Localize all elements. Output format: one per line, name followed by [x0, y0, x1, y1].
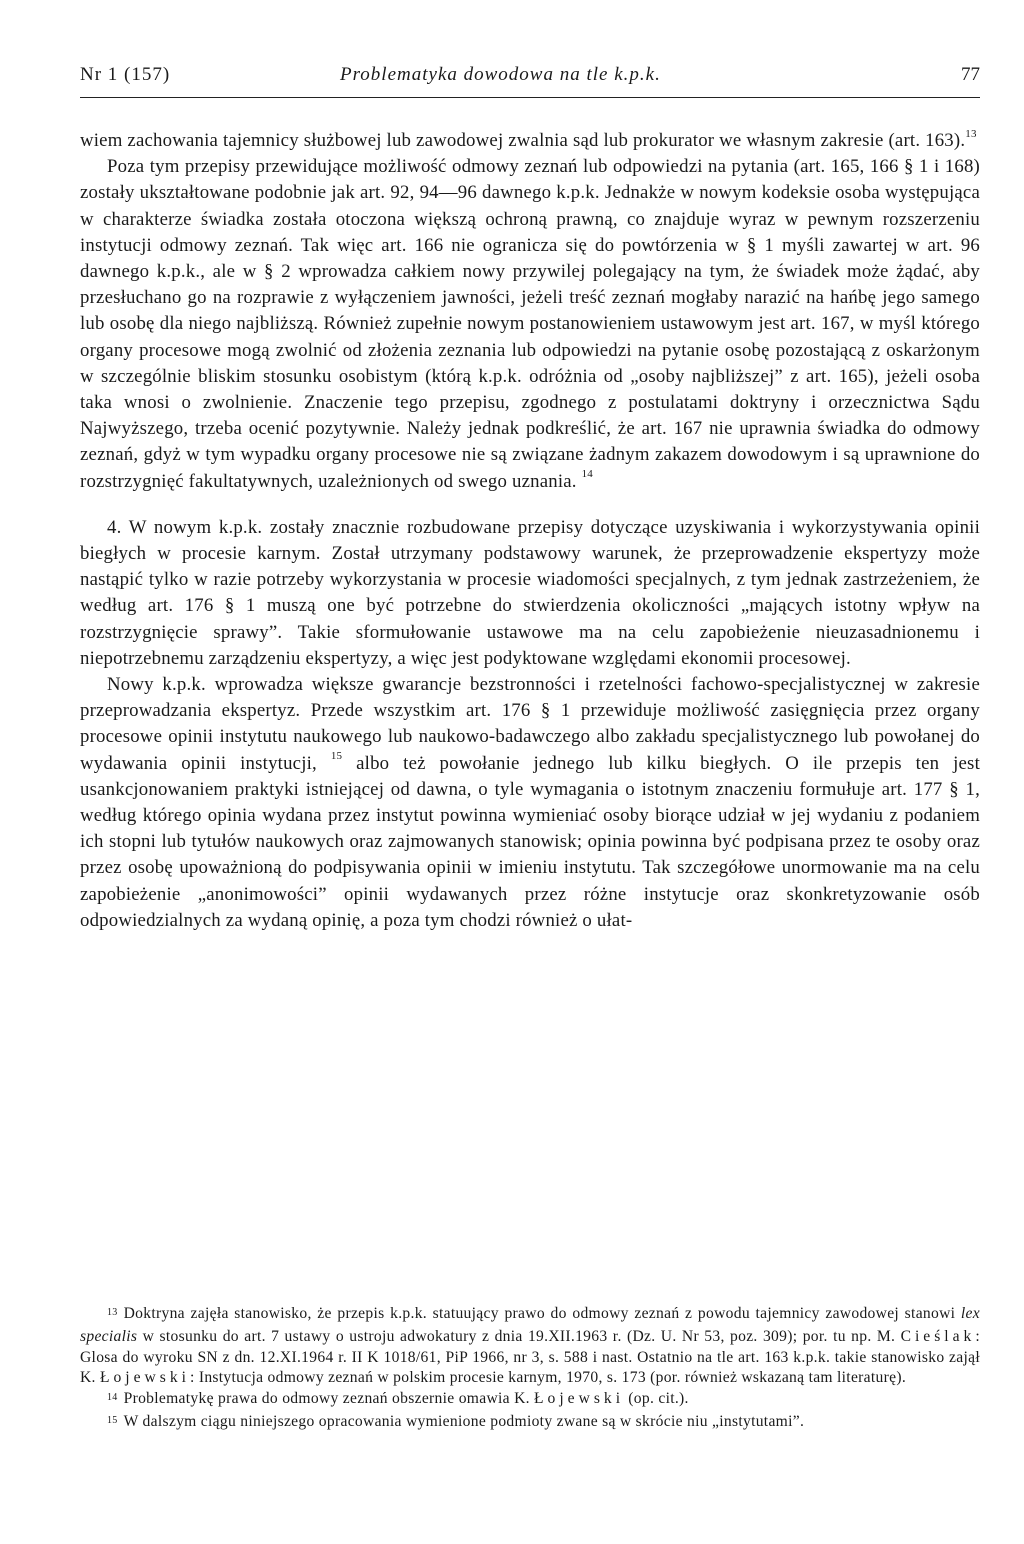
footnote-number: 15	[107, 1414, 118, 1426]
author-name: Cieślak	[900, 1327, 976, 1345]
footnote-ref: 15	[330, 750, 343, 763]
footnotes	[80, 1304, 980, 1435]
page-number: 77	[961, 64, 980, 85]
footnote-15: 15 W dalszym ciągu niniejszego opracowania wymienione podmioty zwane są w skrócie niu „instytutami”.	[107, 1412, 805, 1430]
author-name: Łojewski	[534, 1390, 625, 1408]
header-rule	[80, 97, 980, 98]
footnote-ref: 13	[965, 127, 977, 140]
running-title: Problematyka dowodowa na tle k.p.k.	[340, 64, 661, 85]
issue-number: Nr 1 (157)	[80, 64, 171, 85]
footnote-number: 13	[107, 1307, 118, 1318]
footnote-number: 14	[107, 1392, 118, 1404]
footnote-14: 14 Problematykę prawa do odmowy zeznań obszernie omawia K. Łojewski (op. cit.).	[107, 1390, 689, 1408]
author-name: Łojewski	[99, 1369, 191, 1387]
paragraph: Poza tym przepisy przewidujące możliwość odmowy zeznań lub odpowiedzi na pytania (art. 165, 166 § 1 i 168) zostały ukształtowane podobnie jak art. 92, 94—96 dawnego k.p.k. Jednakże w nowym kodeksie osoba występująca w charakterze świadka została otoczona większą ochroną prawną, co znajduje wyraz w pewnym rozszerzeniu instytucji odmowy zeznań. Tak więc art. 166 nie ogranicza się do powtórzenia w § 1 myśli zawartej w art. 96 dawnego k.p.k., ale w § 2 wprowadza całkiem nowy przywilej polegający na tym, że świadek może żądać, aby przesłuchano go na rozprawie z wyłączeniem jawności, jeżeli treść zeznań mogłaby narazić na hańbę jego samego lub osobę dla niego najbliższą. Również zupełnie nowym postanowieniem ustawowym jest art. 167, w myśl którego organy procesowe mogą zwolnić od złożenia zeznania lub odpowiedzi na pytanie osobę pozostającą z oskarżonym w szczególnie bliskim stosunku osobistym (którą k.p.k. odróżnia od „osoby najbliższej” z art. 165), jeżeli osoba taka wnosi o zwolnienie. Znaczenie tego przepisu, zgodnego z postulatami doktryny i orzecznictwa Sądu Najwyższego, trzeba ocenić pozytywnie. Należy jednak podkreślić, że art. 167 nie uprawnia świadka do odmowy zeznań, gdyż w tym wypadku organy procesowe nie są związane żadnym zakazem dowodowym i są uprawnione do rozstrzygnięć fakultatywnych, uzależnionych od swego uznania. $^{14}$	[80, 156, 980, 492]
running-header	[80, 64, 980, 94]
footnote-13: 13 Doktryna zajęła stanowisko, że przepis k.p.k. statuujący prawo do odmowy zeznań z powodu tajemnicy zawodowej stanowi lex specialis w stosunku do art. 7 ustawy o ustroju adwokatury z dnia 19.XII.1963 r. (Dz. U. Nr 53, poz. 309); por. tu np. M. Cieślak: Glosa do wyroku SN z dn. 12.XI.1964 r. II K 1018/61, PiP 1966, nr 3, s. 588 i nast. Ostatnio na tle art. 163 k.p.k. takie stanowisko zajął K. Łojewski: Instytucja odmowy zeznań w polskim procesie karnym, 1970, s. 173 (por. również wskazaną tam literaturę).	[80, 1305, 980, 1387]
paragraph: 4. W nowym k.p.k. zostały znacznie rozbudowane przepisy dotyczące uzyskiwania i wykorzystywania opinii biegłych w procesie karnym. Został utrzymany podstawowy warunek, że przeprowadzenie ekspertyzy może nastąpić tylko w razie potrzeby wykorzystania w procesie wiadomości specjalnych, z tym jednak zastrzeżeniem, że według art. 176 § 1 muszą one być potrzebne do stwierdzenia okoliczności „mających istotny wpływ na rozstrzygnięcie sprawy”. Takie sformułowanie ustawowe ma na celu zapobieżenie nieuzasadnionemu i niepotrzebnemu zarządzeniu ekspertyzy, a więc jest podyktowane względami ekonomii procesowej.	[80, 516, 980, 669]
paragraph: wiem zachowania tajemnicy służbowej lub zawodowej zwalnia sąd lub prokurator we własnym zakresie (art. 163).$^{13}$	[80, 127, 977, 151]
footnote-ref: 14	[581, 468, 593, 481]
paragraph: Nowy k.p.k. wprowadza większe gwarancje bezstronności i rzetelności fachowo-specjalistycznej w zakresie przeprowadzania ekspertyz. Przede wszystkim art. 176 § 1 przewiduje możliwość zasięgnięcia przez organy procesowe opinii instytutu naukowego lub naukowo-badawczego albo zakładu specjalistycznego lub powołanej do wydawania opinii instytucji, $^{15}$ albo też powołanie jednego lub kilku biegłych. O ile przepis ten jest usankcjonowaniem praktyki istniejącej od dawna, o tyle wymagania o istotnym znaczeniu formułuje art. 177 § 1, według którego opinia wydana przez instytut powinna wymieniać osoby biorące udział w jej wydaniu z podaniem ich stopni lub tytułów naukowych oraz zajmowanych stanowisk; opinia powinna być podpisana przez te osoby oraz przez osobę upoważnioną do podpisywania opinii w imieniu instytutu. Tak szczegółowe unormowanie ma na celu zapobieżenie „anonimowości” opinii wydawanych przez różne instytucje oraz skonkretyzowanie osób odpowiedzialnych za wydaną opinię, a poza tym chodzi również o ułat-	[80, 674, 980, 931]
main-text	[80, 128, 980, 934]
